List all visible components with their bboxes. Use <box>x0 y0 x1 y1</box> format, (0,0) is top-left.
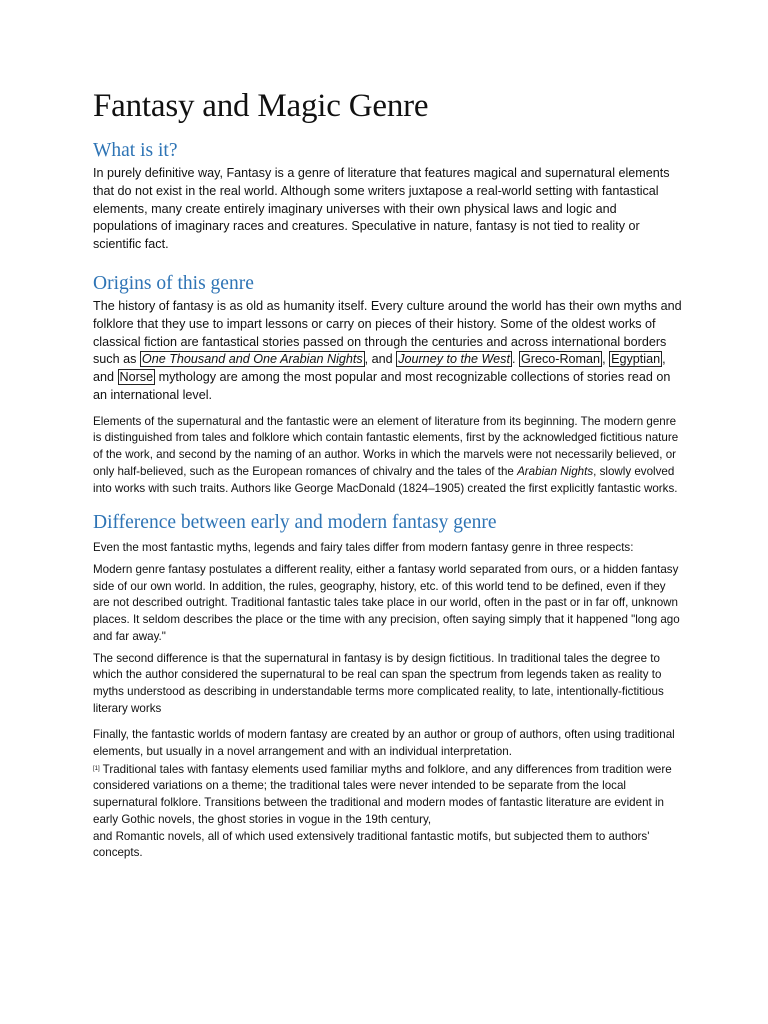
difference-third-paragraph <box>93 727 683 862</box>
footnote-reference[interactable]: [1] <box>93 765 100 772</box>
origins-text-start: The history of fantasy is as old as humanity itself. Every culture around the world has their own myths and folklore that they use to impart lessons or carry on pieces of their history. Some of the oldest works of classical fiction are fantastical stories passed on through the centuries and across international borders such as <box>93 298 682 367</box>
origins-paragraph <box>93 298 683 405</box>
separator-text: . <box>511 352 519 367</box>
document-title: Fantasy and Magic Genre <box>93 88 429 124</box>
paragraph-text: Traditional tales with fantasy elements used familiar myths and folklore, and any differences from tradition were considered variations on a theme; the traditional tales were never intended to be separate from the local supernatural folklore. Transitions between the traditional and modern modes of fantastic literature are evident in early Gothic novels, the ghost stories in vogue in the 19th century, <box>93 762 672 826</box>
separator-text: , <box>602 352 610 367</box>
link-journey-to-the-west[interactable]: Journey to the West <box>398 352 510 367</box>
link-greco-roman[interactable]: Greco-Roman <box>520 352 601 367</box>
section-heading-what-is-it: What is it? <box>93 140 178 161</box>
paragraph-text: and Romantic novels, all of which used extensively traditional fantastic motifs, but subjected them to authors' concepts. <box>93 829 650 860</box>
section-heading-origins: Origins of this genre <box>93 272 254 294</box>
link-arabian-nights[interactable]: One Thousand and One Arabian Nights <box>141 352 363 367</box>
document-page <box>93 86 683 862</box>
origins-text-end: mythology are among the most popular and most recognizable collections of stories read on an international level. <box>93 370 671 402</box>
difference-first-paragraph: Modern genre fantasy postulates a different reality, either a fantasy world separated from ours, or a hidden fantasy side of our own world. In addition, the rules, geography, history, etc. of this world tend to be defined, even if they are not described outright. Traditional fantastic tales take place in our world, often in the past or in far off, unknown places. It seldom describes the place or the time with any precision, often saying simply that it happened "long ago and far away." <box>93 562 680 643</box>
paragraph-text: Finally, the fantastic worlds of modern fantasy are created by an author or group of authors, often using traditional elements, but usually in a novel arrangement and with an individual interpretation. <box>93 728 675 759</box>
difference-second-paragraph: The second difference is that the supernatural in fantasy is by design fictitious. In traditional tales the degree to which the author considered the supernatural to be real can span the spectrum from legends taken as reality to myths understood as describing in understandable terms more complicated reality, to late, intentionally-fictitious literary works <box>93 651 664 715</box>
arabian-nights-emphasis: Arabian Nights <box>517 464 594 478</box>
link-egyptian[interactable]: Egyptian <box>611 352 661 367</box>
separator-text: , and <box>364 352 397 367</box>
link-norse[interactable]: Norse <box>119 370 154 385</box>
separator-text: , and <box>93 352 666 385</box>
supernatural-elements-paragraph <box>93 414 683 498</box>
paragraph-text: , slowly evolved into works with such traits. Authors like George MacDonald (1824–1905) created the first explicitly fantastic works. <box>93 464 678 495</box>
paragraph-text: Elements of the supernatural and the fantastic were an element of literature from its beginning. The modern genre is distinguished from tales and folklore which contain fantastic elements, first by the acknowledged fictitious nature of the work, and second by the naming of an author. Works in which the marvels were not necessarily believed, or only half-believed, such as the European romances of chivalry and the tales of the <box>93 414 679 478</box>
section-heading-difference: Difference between early and modern fantasy genre <box>93 512 497 534</box>
what-is-it-paragraph: In purely definitive way, Fantasy is a genre of literature that features magical and supernatural elements that do not exist in the real world. Although some writers juxtapose a real-world setting with fantastical elements, many create entirely imaginary universes with their own physical laws and logic and populations of imaginary races and creatures. Speculative in nature, fantasy is not tied to reality or scientific fact. <box>93 166 670 252</box>
difference-intro-paragraph: Even the most fantastic myths, legends and fairy tales differ from modern fantasy genre in three respects: <box>93 541 634 555</box>
